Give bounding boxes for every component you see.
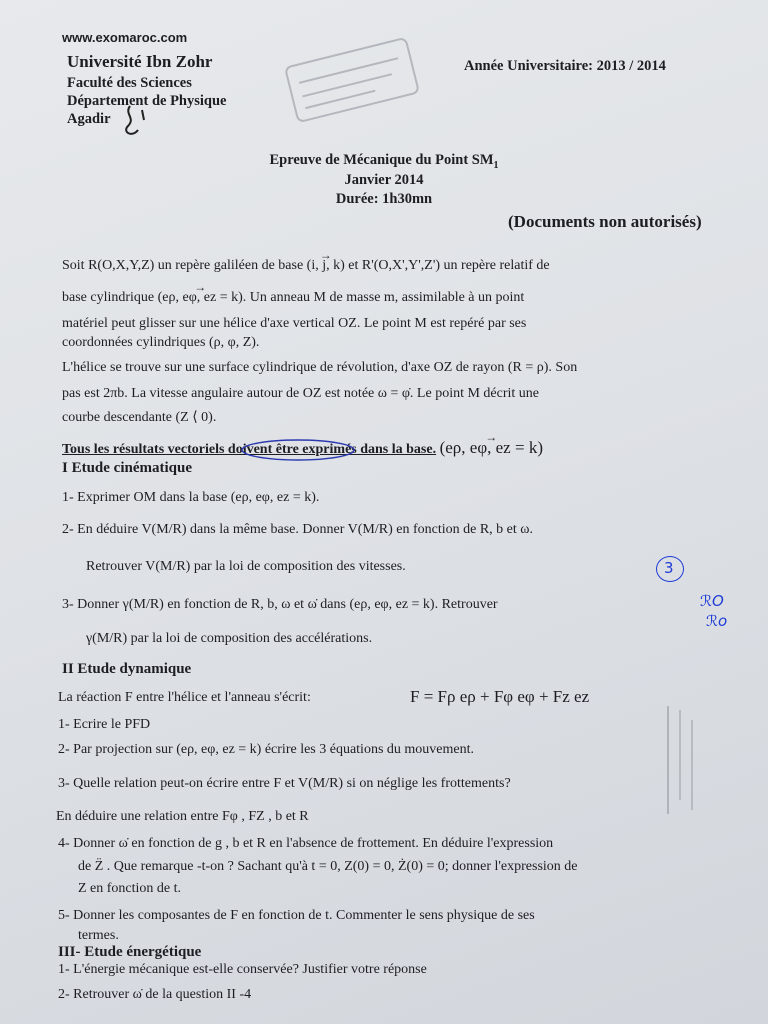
intro-line-4: coordonnées cylindriques (ρ, φ, Z). xyxy=(62,335,260,350)
question-3-1: 1- L'énergie mécanique est-elle conservée? Justifier votre réponse xyxy=(58,962,427,977)
section-title-energy: III- Etude énergétique xyxy=(58,944,202,960)
question-1-1: 1- Exprimer OM dans la base (eρ, eφ, ez = k). xyxy=(62,490,320,505)
city-name: Agadir xyxy=(67,111,111,127)
question-2-4-line-3: Z en fonction de t. xyxy=(78,881,182,896)
question-1-2: 2- En déduire V(M/R) dans la même base. Donner V(M/R) en fonction de R, b et ω. xyxy=(62,522,533,537)
academic-year: Année Universitaire: 2013 / 2014 xyxy=(464,58,666,74)
intro-line-2: base cylindrique (→ eρ, eφ, ez = k). Un anneau M de masse m, assimilable à un point xyxy=(62,286,524,310)
pen-margin-note-2: ℛo xyxy=(706,612,728,630)
reaction-statement: La réaction F entre l'hélice et l'anneau s'écrit: xyxy=(58,690,311,705)
pen-circle-vectoriels xyxy=(238,437,358,463)
intro-line-7: courbe descendante (Z ⟨ 0). xyxy=(62,410,217,425)
faded-stamp xyxy=(275,28,428,132)
university-name: Université Ibn Zohr xyxy=(67,52,213,71)
intro-line-1: Soit R(O,X,Y,Z) un repère galiléen de base (→ i, j, k) et R'(O,X',Y',Z') un repère relatif de xyxy=(62,254,550,278)
intro-line-5: L'hélice se trouve sur une surface cylindrique de révolution, d'axe OZ de rayon (R = ρ). Son xyxy=(62,360,578,375)
question-2-4: 4- Donner ω̇ en fonction de g , b et R en l'absence de frottement. En déduire l'expression xyxy=(58,836,554,851)
intro-line-3: matériel peut glisser sur une hélice d'axe vertical OZ. Le point M est repéré par ses xyxy=(62,316,527,331)
question-2-5-line-2: termes. xyxy=(78,928,119,943)
site-url: www.exomaroc.com xyxy=(62,30,188,45)
reaction-formula: F = Fρ eρ + Fφ eφ + Fz ez xyxy=(410,687,590,706)
exam-date: Janvier 2014 xyxy=(344,172,424,188)
section-title-dynamics: II Etude dynamique xyxy=(62,661,192,677)
pen-circled-number: 3 xyxy=(664,559,674,577)
documents-notice: (Documents non autorisés) xyxy=(508,212,702,231)
question-2-5: 5- Donner les composantes de F en fonction de t. Commenter le sens physique de ses xyxy=(58,908,535,923)
question-1-2-retrouver: Retrouver V(M/R) par la loi de composition des vitesses. xyxy=(86,559,406,574)
exam-duration: Durée: 1h30mn xyxy=(335,191,433,207)
question-1-3: 3- Donner γ(M/R) en fonction de R, b, ω et ω̇ dans (eρ, eφ, ez = k). Retrouver xyxy=(62,597,498,612)
question-1-3-retrouver: γ(M/R) par la loi de composition des accélérations. xyxy=(86,631,373,646)
question-2-3: 3- Quelle relation peut-on écrire entre F et V(M/R) si on néglige les frottements? xyxy=(58,776,511,791)
signature-mark xyxy=(118,100,168,144)
section-title-kinematics: I Etude cinématique xyxy=(62,460,193,476)
department-name: Département de Physique xyxy=(67,93,227,109)
intro-line-6: pas est 2πb. La vitesse angulaire autour de OZ est notée ω = φ̇. Le point M décrit une xyxy=(62,386,540,401)
vector-results-notice: Tous les résultats vectoriels doivent être exprimés dans la base. → (eρ, eφ, ez = k) xyxy=(62,436,543,462)
question-2-2: 2- Par projection sur (eρ, eφ, ez = k) écrire les 3 équations du mouvement. xyxy=(58,742,474,757)
exam-title: Epreuve de Mécanique du Point $SM_1$ xyxy=(269,152,499,171)
faculty-name: Faculté des Sciences xyxy=(67,75,192,91)
question-2-1: 1- Ecrire le PFD xyxy=(58,717,151,732)
question-2-4-line-2: de Z̈ . Que remarque -t-on ? Sachant qu'à t = 0, Z(0) = 0, Ż(0) = 0; donner l'expression de xyxy=(78,859,578,874)
faded-margin-stamp xyxy=(660,700,700,820)
pen-margin-note-1: ℛO xyxy=(700,592,724,610)
pen-circled-mark xyxy=(656,556,684,582)
question-3-2: 2- Retrouver ω̇ de la question II -4 xyxy=(58,987,252,1002)
deduce-relation: En déduire une relation entre Fφ , FZ , b et R xyxy=(56,809,309,824)
